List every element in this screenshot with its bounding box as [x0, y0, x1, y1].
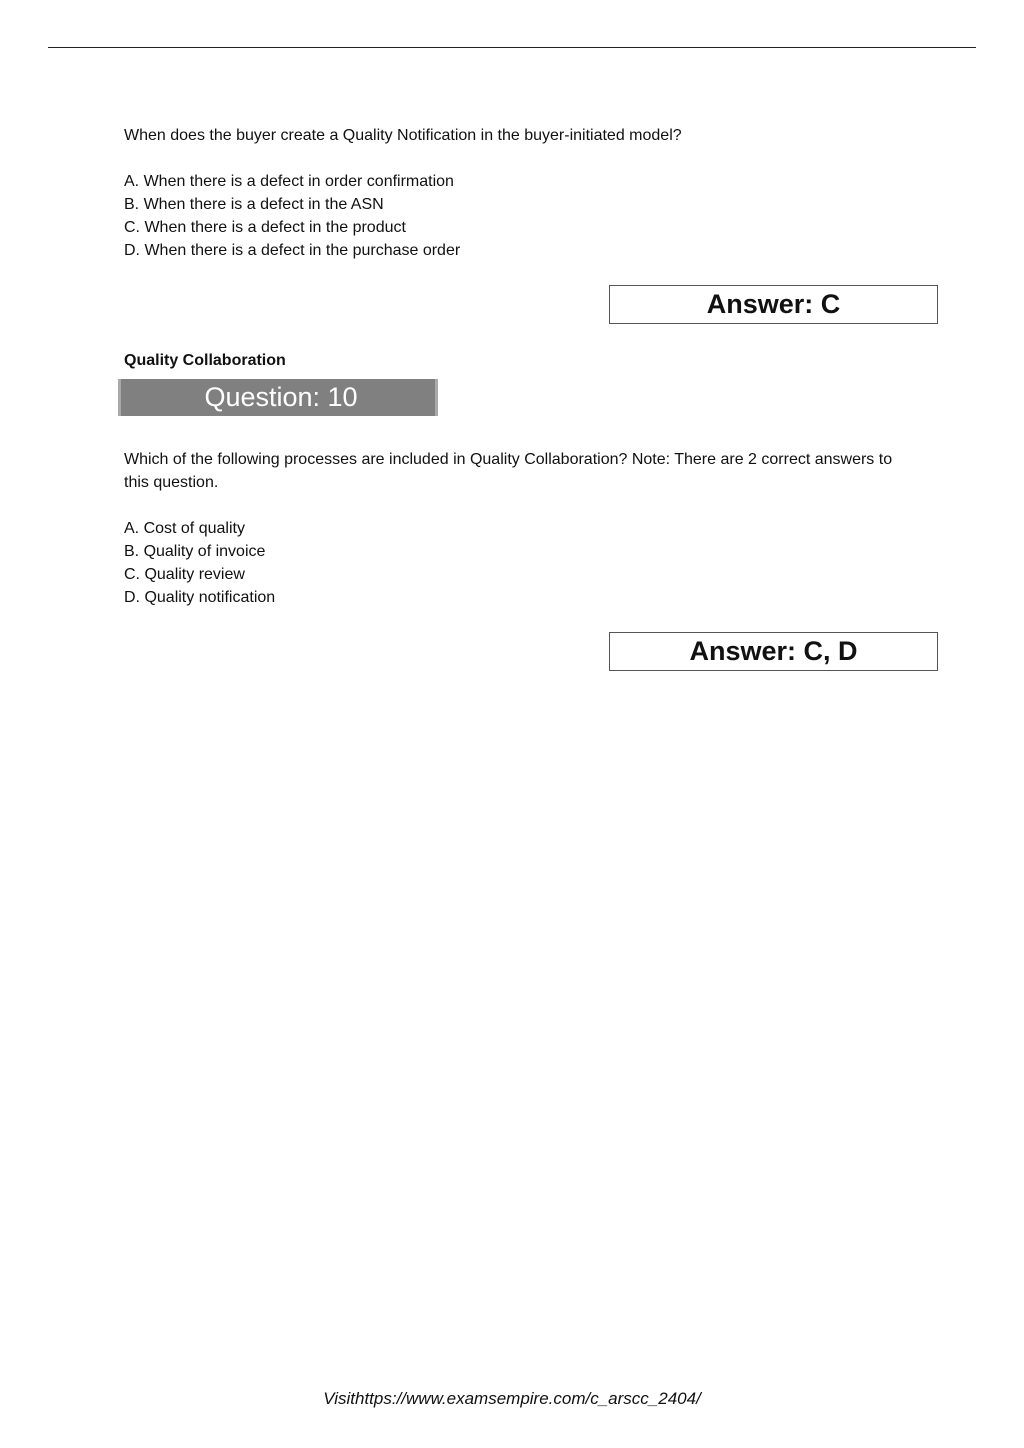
option-a: A. When there is a defect in order confirmation: [124, 173, 454, 190]
answer-box-question-10: Answer: C, D: [609, 632, 938, 671]
option-c: C. Quality review: [124, 566, 245, 583]
question-banner: [118, 379, 438, 416]
option-b: B. Quality of invoice: [124, 543, 266, 560]
footer-link[interactable]: Visithttps://www.examsempire.com/c_arscc_2404/: [323, 1389, 701, 1408]
question-9-options: [124, 170, 460, 262]
question-number-label: Question: 10: [204, 382, 358, 412]
option-b: B. When there is a defect in the ASN: [124, 196, 384, 213]
option-d: D. Quality notification: [124, 589, 276, 606]
question-10-options: [124, 517, 275, 609]
option-a: A. Cost of quality: [124, 520, 245, 537]
question-9-text: When does the buyer create a Quality Notification in the buyer-initiated model?: [124, 127, 682, 144]
answer-box-question-9: Answer: C: [609, 285, 938, 324]
header-divider: [48, 47, 976, 48]
option-d: D. When there is a defect in the purchase order: [124, 242, 461, 259]
question-10-text: Which of the following processes are included in Quality Collaboration? Note: There are 2 correct answers to this question.: [124, 451, 893, 491]
option-c: C. When there is a defect in the product: [124, 219, 406, 236]
section-label: Quality Collaboration: [124, 352, 286, 369]
